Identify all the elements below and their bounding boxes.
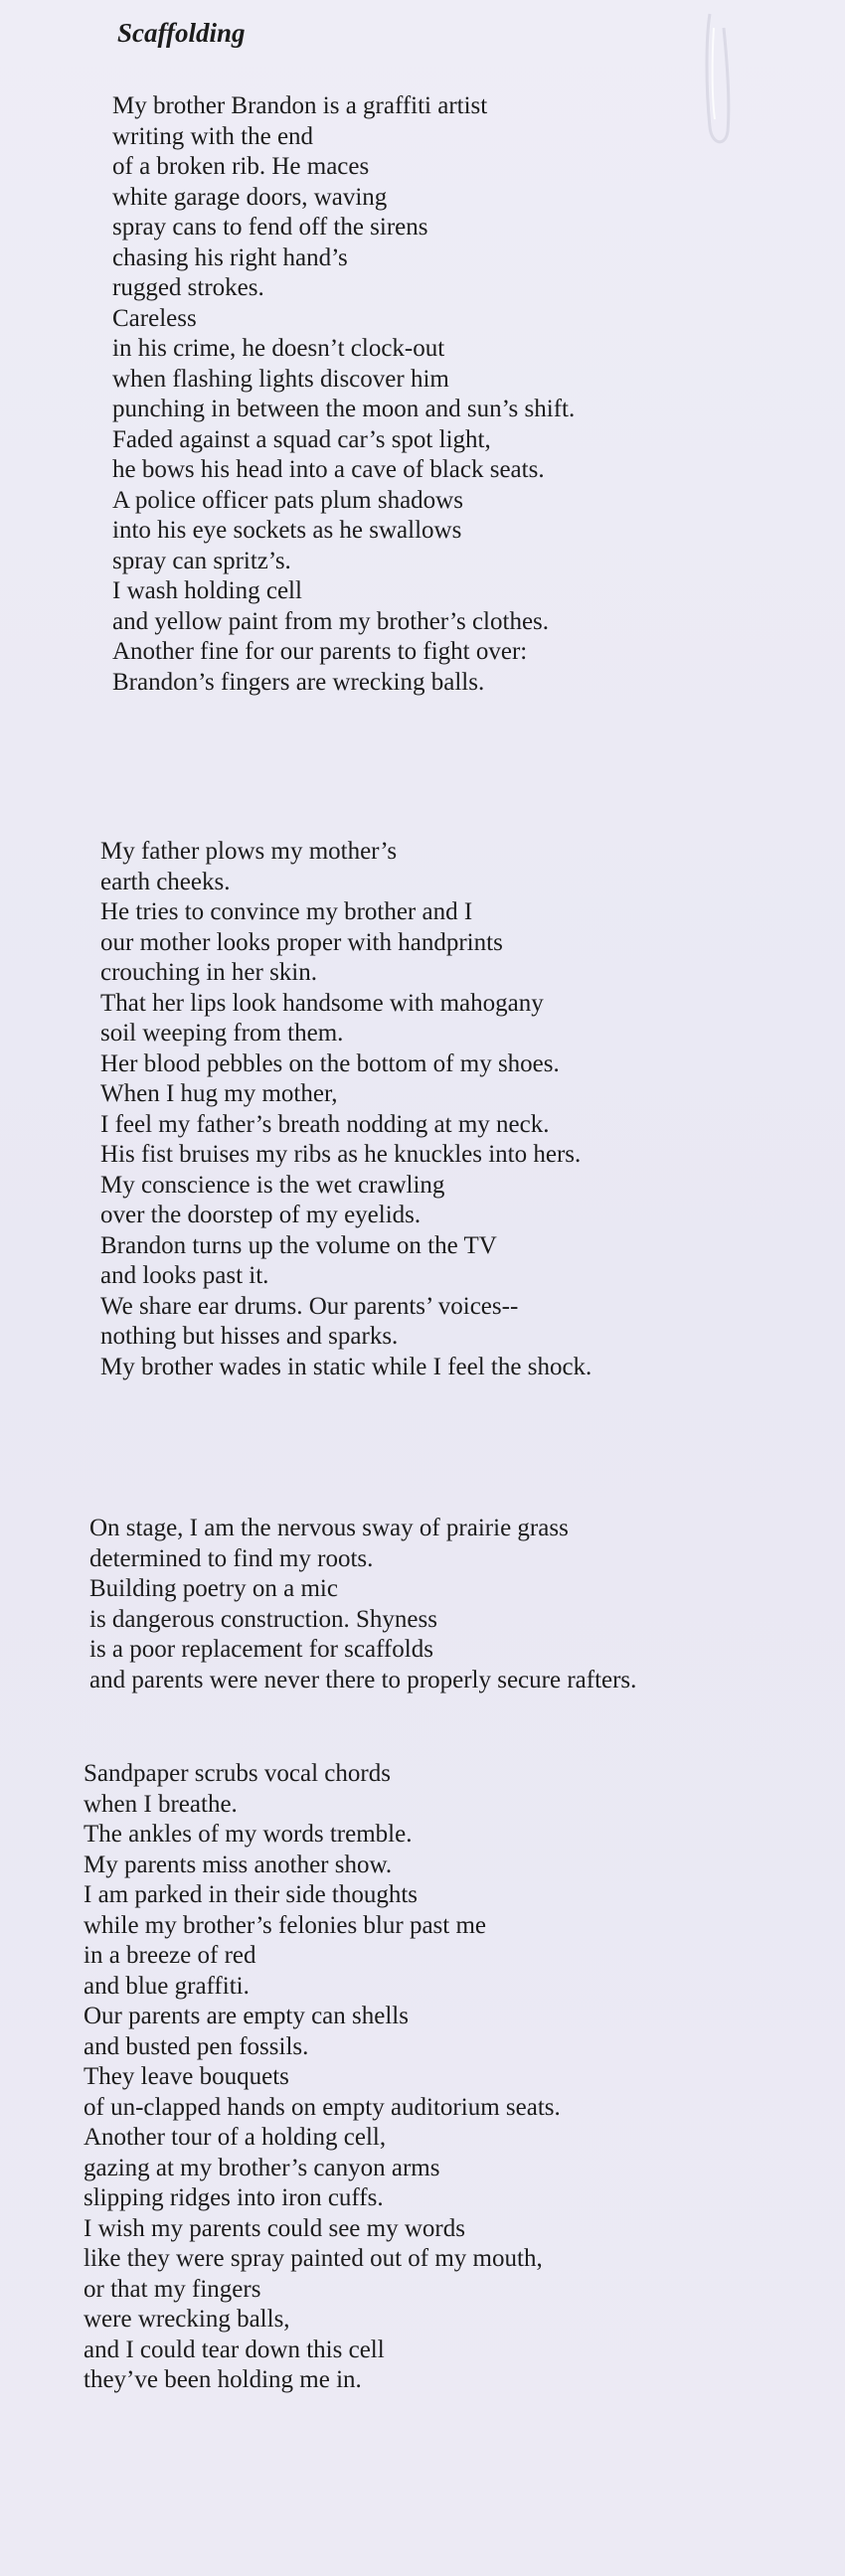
poem-line: I am parked in their side thoughts bbox=[84, 1881, 419, 1908]
poem-line: soil weeping from them. bbox=[100, 1020, 344, 1046]
poem-line: while my brother’s felonies blur past me bbox=[84, 1911, 487, 1939]
poem-line: Faded against a squad car’s spot light, bbox=[112, 425, 491, 453]
poem-line: into his eye sockets as he swallows bbox=[112, 517, 462, 544]
poem-title: Scaffolding bbox=[117, 18, 246, 48]
poem-line: spray can spritz’s. bbox=[112, 547, 291, 574]
poem-line: and parents were never there to properly secure rafters. bbox=[89, 1666, 637, 1693]
stanza-4 bbox=[84, 1759, 561, 2396]
poem-line: is dangerous construction. Shyness bbox=[89, 1605, 437, 1633]
poem-line: punching in between the moon and sun’s shift. bbox=[112, 396, 576, 422]
poem-line: I wish my parents could see my words bbox=[84, 2214, 465, 2242]
paper-clip-mark bbox=[696, 8, 736, 157]
poem-line: is a poor replacement for scaffolds bbox=[89, 1636, 433, 1663]
poem-line: of a broken rib. He maces bbox=[112, 153, 370, 180]
poem-line: they’ve been holding me in. bbox=[84, 2366, 362, 2393]
poem-line: slipping ridges into iron cuffs. bbox=[84, 2184, 384, 2211]
poem-line: he bows his head into a cave of black seats. bbox=[112, 456, 545, 483]
poem-line: Brandon’s fingers are wrecking balls. bbox=[112, 668, 485, 696]
poem-line: crouching in her skin. bbox=[100, 959, 318, 986]
poem-line: chasing his right hand’s bbox=[112, 243, 348, 271]
poem-line: Brandon turns up the volume on the TV bbox=[100, 1231, 497, 1259]
poem-line: Her blood pebbles on the bottom of my shoes. bbox=[100, 1049, 560, 1077]
poem-line: and I could tear down this cell bbox=[84, 2335, 385, 2363]
poem-line: Careless bbox=[112, 304, 197, 332]
poem-line: They leave bouquets bbox=[84, 2063, 289, 2090]
poem-line: Our parents are empty can shells bbox=[84, 2003, 409, 2029]
poem-line: and looks past it. bbox=[100, 1262, 269, 1289]
poem-line: white garage doors, waving bbox=[112, 183, 388, 211]
poem-line: our mother looks proper with handprints bbox=[100, 928, 503, 956]
poem-line: Another tour of a holding cell, bbox=[84, 2124, 387, 2151]
poem-line: when flashing lights discover him bbox=[112, 365, 449, 393]
poem-line: We share ear drums. Our parents’ voices-- bbox=[100, 1292, 519, 1320]
poem-line: Building poetry on a mic bbox=[89, 1575, 338, 1602]
poem-line: determined to find my roots. bbox=[89, 1544, 374, 1572]
poem-line: and yellow paint from my brother’s clothes. bbox=[112, 607, 550, 635]
poem-line: over the doorstep of my eyelids. bbox=[100, 1202, 422, 1228]
poem-line: were wrecking balls, bbox=[84, 2306, 290, 2333]
poem-line: He tries to convince my brother and I bbox=[100, 898, 473, 925]
stanza-2 bbox=[100, 837, 592, 1382]
poem-line: The ankles of my words tremble. bbox=[84, 1821, 413, 1848]
poem-line: like they were spray painted out of my mouth, bbox=[84, 2245, 543, 2272]
stanza-3 bbox=[89, 1514, 636, 1695]
poem-line: and blue graffiti. bbox=[84, 1972, 250, 2000]
poem-line: His fist bruises my ribs as he knuckles into hers. bbox=[100, 1141, 582, 1168]
poem-line: I feel my father’s breath nodding at my neck. bbox=[100, 1110, 550, 1138]
stanza-1 bbox=[112, 91, 575, 698]
poem-line: earth cheeks. bbox=[100, 868, 231, 895]
poem-line: My conscience is the wet crawling bbox=[100, 1171, 445, 1199]
poem-line: That her lips look handsome with mahogany bbox=[100, 989, 544, 1017]
poem-line: On stage, I am the nervous sway of prairie grass bbox=[89, 1515, 569, 1541]
poem-line: When I hug my mother, bbox=[100, 1080, 338, 1107]
poem-line: I wash holding cell bbox=[112, 577, 302, 604]
poem-line: My parents miss another show. bbox=[84, 1851, 393, 1878]
poem-line: in a breeze of red bbox=[84, 1942, 256, 1969]
poem-line: of un-clapped hands on empty auditorium seats. bbox=[84, 2093, 561, 2121]
poem-line: spray cans to fend off the sirens bbox=[112, 214, 428, 241]
poem-line: or that my fingers bbox=[84, 2275, 261, 2303]
poem-line: writing with the end bbox=[112, 122, 314, 150]
poem-line: My brother wades in static while I feel the shock. bbox=[100, 1353, 592, 1380]
poem-line: My father plows my mother’s bbox=[100, 838, 398, 865]
poem-line: when I breathe. bbox=[84, 1790, 238, 1818]
poem-line: in his crime, he doesn’t clock-out bbox=[112, 335, 445, 362]
poem-line: and busted pen fossils. bbox=[84, 2032, 309, 2060]
poem-line: gazing at my brother’s canyon arms bbox=[84, 2154, 440, 2181]
poem-line: rugged strokes. bbox=[112, 274, 264, 301]
poem-line: Sandpaper scrubs vocal chords bbox=[84, 1760, 391, 1787]
poem-line: My brother Brandon is a graffiti artist bbox=[112, 92, 488, 119]
poem-line: nothing but hisses and sparks. bbox=[100, 1323, 399, 1350]
poem-line: Another fine for our parents to fight over: bbox=[112, 638, 528, 665]
poem-line: A police officer pats plum shadows bbox=[112, 486, 463, 514]
